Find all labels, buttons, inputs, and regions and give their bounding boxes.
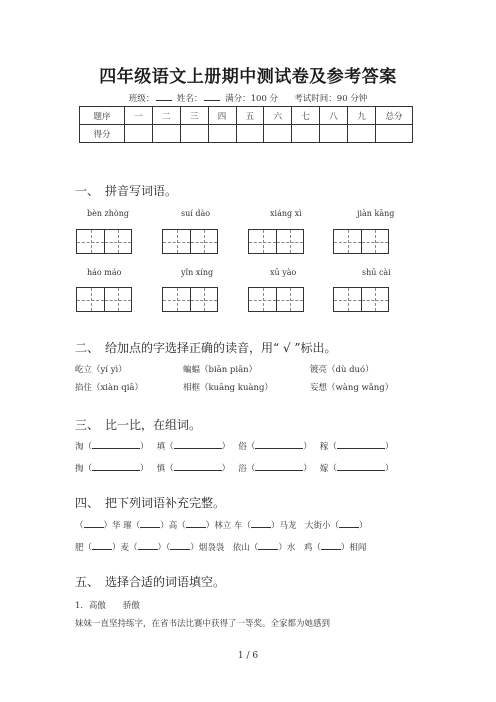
- score-cell[interactable]: [208, 125, 236, 143]
- answer-blank[interactable]: [337, 462, 385, 471]
- score-cell[interactable]: [236, 125, 264, 143]
- section-1-title: 一、 拼音写词语。: [75, 184, 178, 198]
- header-cell: 一: [125, 107, 153, 125]
- score-cell[interactable]: [264, 125, 292, 143]
- reading-option[interactable]: 屹立（yí yì）: [75, 365, 127, 375]
- score-cell[interactable]: [180, 125, 208, 143]
- answer-blank[interactable]: [321, 541, 341, 550]
- idiom-text: ）: [358, 521, 368, 531]
- pinyin-label: jiàn kāng: [357, 209, 395, 218]
- pinyin-label: xū yào: [270, 268, 297, 277]
- row-label: 得分: [80, 125, 125, 143]
- score-cell[interactable]: [320, 125, 348, 143]
- header-cell: 九: [348, 107, 376, 125]
- answer-blank[interactable]: [339, 519, 359, 528]
- bracket: ）: [303, 442, 312, 452]
- char-label: 淘（: [75, 442, 93, 452]
- pinyin-label: xiáng xì: [270, 209, 302, 218]
- idiom-text: ）高（: [160, 521, 186, 531]
- exam-info: [0, 91, 496, 104]
- idiom-text: （: [75, 521, 84, 531]
- section-2-title: 二、 给加点的字选择正确的读音，用“ √ ”标出。: [75, 341, 337, 355]
- score-table: [79, 106, 413, 143]
- header-cell: 四: [208, 107, 236, 125]
- idiom-text: ）麦（: [112, 543, 138, 553]
- score-value-row: [80, 125, 413, 143]
- bracket: ）: [384, 464, 394, 474]
- char-label: 稼（: [319, 442, 337, 452]
- writing-grid[interactable]: [248, 229, 304, 254]
- question-1-options: 1．高傲 骄傲: [75, 601, 140, 611]
- answer-blank[interactable]: [92, 541, 112, 550]
- bracket: ）: [140, 464, 149, 474]
- header-cell: 五: [236, 107, 264, 125]
- answer-blank[interactable]: [251, 519, 271, 528]
- answer-blank[interactable]: [170, 541, 190, 550]
- answer-blank[interactable]: [92, 462, 140, 471]
- header-cell: 题序: [80, 107, 125, 125]
- score-cell[interactable]: [152, 125, 180, 143]
- score-cell[interactable]: [376, 125, 413, 143]
- writing-grid[interactable]: [248, 287, 304, 312]
- char-label: 填（: [156, 442, 174, 452]
- header-cell: 二: [152, 107, 180, 125]
- char-label: 嫁（: [319, 464, 337, 474]
- score-cell[interactable]: [348, 125, 376, 143]
- answer-blank[interactable]: [174, 440, 222, 449]
- section-3-title: 三、 比一比，在组词。: [75, 418, 202, 432]
- header-cell: 七: [292, 107, 320, 125]
- section-4-title: 四、 把下列词语补充完整。: [75, 496, 226, 510]
- score-cell[interactable]: [125, 125, 153, 143]
- name-label: 姓名：: [176, 94, 203, 104]
- answer-blank[interactable]: [186, 519, 206, 528]
- score-header-row: [80, 107, 413, 125]
- pinyin-label: háo máo: [87, 268, 122, 277]
- idiom-text: ）相闻: [340, 543, 367, 553]
- answer-blank[interactable]: [92, 440, 140, 449]
- word-compare-row: [75, 462, 393, 474]
- idiom-row: [75, 519, 367, 531]
- answer-blank[interactable]: [258, 541, 278, 550]
- bracket: ）: [140, 442, 149, 452]
- pinyin-label: suí dào: [181, 209, 211, 218]
- idiom-text: ）马龙 大街小（: [270, 521, 339, 531]
- writing-grid[interactable]: [162, 287, 218, 312]
- idiom-text: ）（: [157, 543, 171, 553]
- answer-blank[interactable]: [174, 462, 222, 471]
- question-1-sentence: 妹妹一直坚持练字，在省书法比赛中获得了一等奖。全家都为她感到: [75, 619, 331, 629]
- char-label: 浴（: [238, 464, 256, 474]
- idiom-text: ）烟袅袅 依山（: [190, 543, 259, 553]
- answer-blank[interactable]: [84, 519, 104, 528]
- writing-grid[interactable]: [76, 229, 132, 254]
- page-number: 1 / 6: [237, 651, 259, 661]
- name-blank[interactable]: [204, 91, 220, 101]
- pinyin-label: shū cài: [362, 268, 391, 277]
- idiom-row: [75, 541, 366, 553]
- writing-grid[interactable]: [333, 287, 389, 312]
- section-5-title: 五、 选择合适的词语填空。: [75, 575, 226, 589]
- answer-blank[interactable]: [138, 541, 158, 550]
- header-cell: 八: [320, 107, 348, 125]
- reading-option[interactable]: 蝙蝠（biān piān）: [183, 365, 258, 375]
- word-compare-row: [75, 440, 393, 452]
- reading-option[interactable]: 妄想（wàng wǎng）: [310, 383, 394, 393]
- time-label: 考试时间：90 分钟: [294, 94, 368, 104]
- bracket: ）: [221, 464, 231, 474]
- answer-blank[interactable]: [140, 519, 160, 528]
- pinyin-label: bèn zhòng: [87, 209, 130, 218]
- answer-blank[interactable]: [255, 462, 303, 471]
- char-label: 俗（: [238, 442, 256, 452]
- reading-option[interactable]: 镀亮（dù duó）: [310, 365, 374, 375]
- bracket: ）: [384, 442, 394, 452]
- idiom-text: ）水 鸡（: [278, 543, 321, 553]
- bracket: ）: [303, 464, 312, 474]
- score-label: 满分：100 分: [225, 94, 279, 104]
- idiom-text: ）华 璀（: [103, 521, 141, 531]
- reading-option[interactable]: 掐住（xiàn qiā）: [75, 383, 143, 393]
- score-cell[interactable]: [292, 125, 320, 143]
- header-cell: 三: [180, 107, 208, 125]
- char-label: 慎（: [156, 464, 174, 474]
- class-label: 班级：: [128, 94, 155, 104]
- header-cell: 总分: [376, 107, 413, 125]
- answer-blank[interactable]: [255, 440, 303, 449]
- class-blank[interactable]: [156, 91, 172, 101]
- idiom-text: ）林立 车（: [205, 521, 251, 531]
- idiom-text: 肥（: [75, 543, 93, 553]
- header-cell: 六: [264, 107, 292, 125]
- char-label: 掏（: [75, 464, 93, 474]
- writing-grid[interactable]: [162, 229, 218, 254]
- page-title: 四年级语文上册期中测试卷及参考答案: [99, 67, 397, 87]
- reading-option[interactable]: 相框（kuāng kuàng）: [183, 383, 273, 393]
- writing-grid[interactable]: [76, 287, 132, 312]
- bracket: ）: [221, 442, 231, 452]
- writing-grid[interactable]: [333, 229, 389, 254]
- answer-blank[interactable]: [337, 440, 385, 449]
- pinyin-label: yǐn xíng: [181, 268, 214, 277]
